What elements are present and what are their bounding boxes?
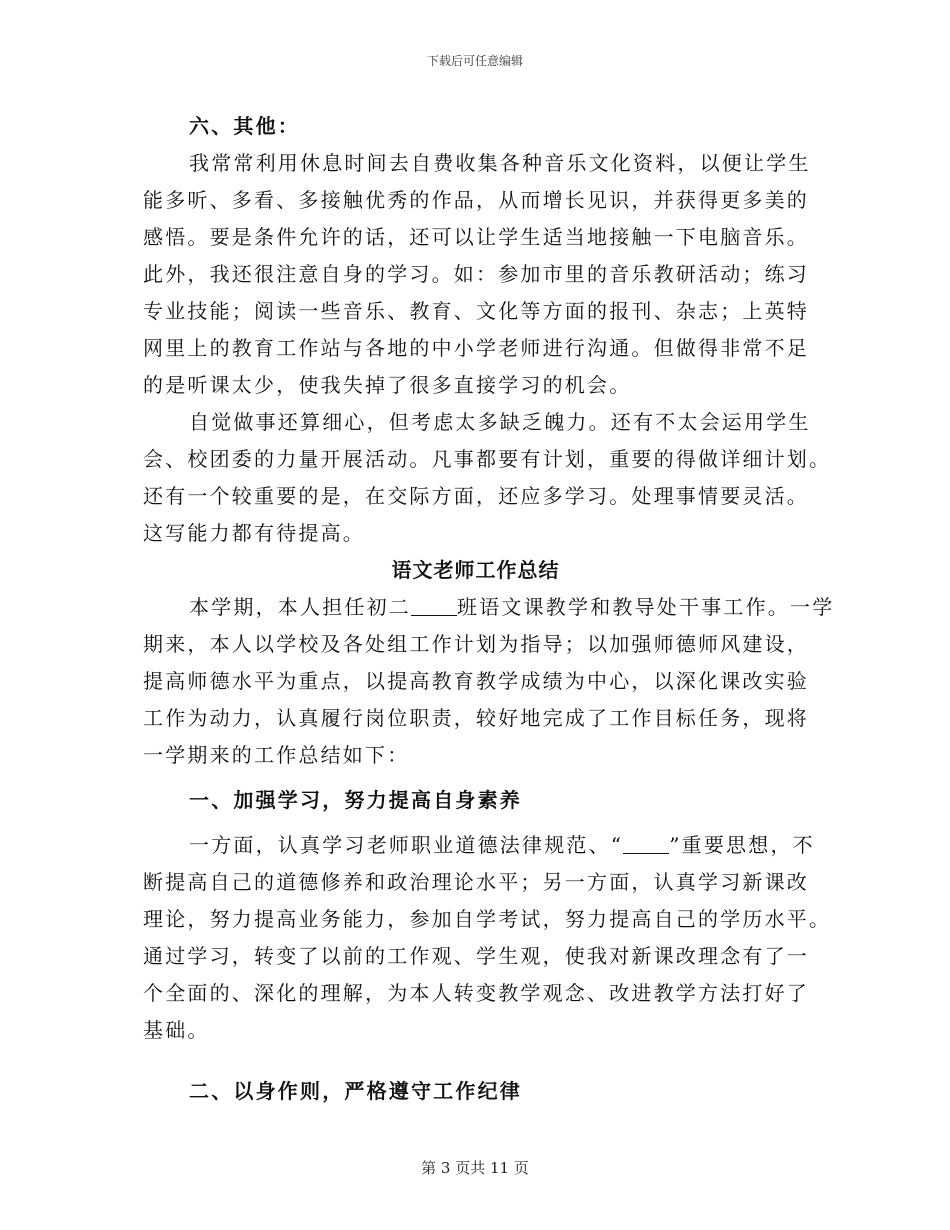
paragraph-line: 通过学习，转变了以前的工作观、学生观，使我对新课改理念有了一	[143, 944, 809, 968]
section-heading-study: 一、加强学习，努力提高自身素养	[189, 788, 522, 812]
section-heading-discipline: 二、以身作则，严格遵守工作纪律	[189, 1079, 522, 1103]
paragraph-line: 能多听、多看、多接触优秀的作品，从而增长见识，并获得更多美的	[143, 188, 809, 212]
paragraph-line: 断提高自己的道德修养和政治理论水平；另一方面，认真学习新课改	[143, 870, 809, 894]
article-title: 语文老师工作总结	[391, 558, 560, 582]
section-heading-other: 六、其他：	[189, 114, 300, 138]
intro-text-after-blank: 班语文课教学和教导处干事工作。一学	[457, 595, 835, 619]
sec1-text-before-blank: 一方面，认真学习老师职业道德法律规范、“	[189, 833, 624, 857]
paragraph-line: 还有一个较重要的是，在交际方面，还应多学习。处理事情要灵活。	[143, 484, 809, 508]
paragraph-line: 工作为动力，认真履行岗位职责，较好地完成了工作目标任务，现将	[143, 706, 809, 730]
page-header: 下载后可任意编辑	[426, 54, 523, 68]
intro-text-before-blank: 本学期，本人担任初二	[189, 595, 411, 619]
paragraph-line: 网里上的教育工作站与各地的中小学老师进行沟通。但做得非常不足	[143, 336, 809, 360]
paragraph-line: 会、校团委的力量开展活动。凡事都要有计划，重要的得做详细计划。	[143, 447, 832, 471]
paragraph-line: 自觉做事还算细心，但考虑太多缺乏魄力。还有不太会运用学生	[189, 410, 811, 434]
paragraph-line: 个全面的、深化的理解，为本人转变教学观念、改进教学方法打好了	[143, 981, 809, 1005]
paragraph-line: 这写能力都有待提高。	[143, 521, 365, 545]
paragraph-line: 我常常利用休息时间去自费收集各种音乐文化资料，以便让学生	[189, 151, 811, 175]
paragraph-line: 感悟。要是条件允许的话，还可以让学生适当地接触一下电脑音乐。	[143, 225, 809, 249]
paragraph-line: 提高师德水平为重点，以提高教育教学成绩为中心，以深化课改实验	[143, 669, 809, 693]
paragraph-line: 基础。	[143, 1018, 210, 1042]
paragraph-line: 此外，我还很注意自身的学习。如：参加市里的音乐教研活动；练习	[143, 262, 809, 286]
paragraph-line: 理论，努力提高业务能力，参加自学考试，努力提高自己的学历水平。	[143, 907, 832, 931]
paragraph-line: 专业技能；阅读一些音乐、教育、文化等方面的报刊、杂志；上英特	[143, 299, 809, 323]
paragraph-line: 一学期来的工作总结如下：	[143, 743, 410, 767]
document-body	[143, 108, 835, 1110]
fill-in-blank	[623, 833, 669, 854]
paragraph-line: 期来，本人以学校及各处组工作计划为指导；以加强师德师风建设，	[143, 632, 809, 656]
paragraph-line: 的是听课太少，使我失掉了很多直接学习的机会。	[143, 373, 632, 397]
sec1-text-after-blank: ”重要思想，不	[669, 833, 815, 857]
paragraph-line	[143, 827, 815, 864]
paragraph-line	[143, 589, 835, 626]
fill-in-blank	[411, 595, 457, 616]
page-footer: 第 3 页共 11 页	[421, 1159, 529, 1177]
